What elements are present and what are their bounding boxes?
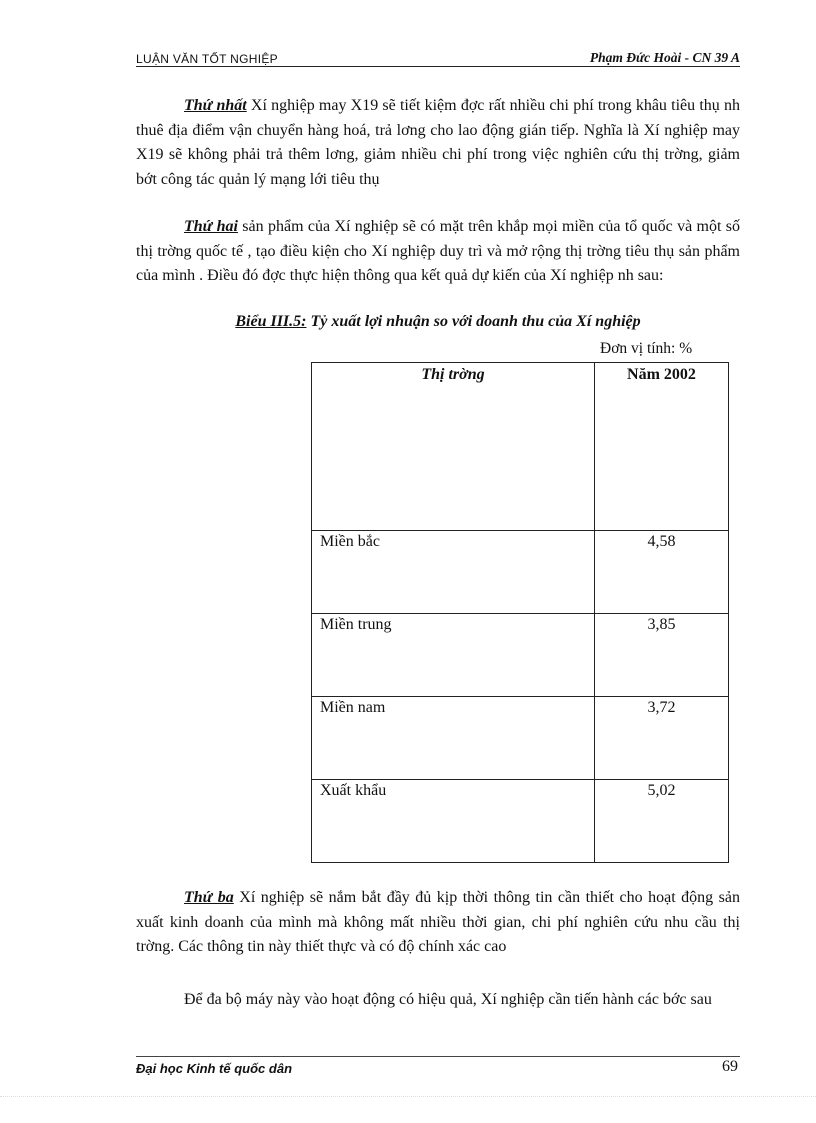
table-caption bbox=[136, 313, 740, 331]
paragraph-lead: Thứ hai bbox=[184, 218, 238, 235]
table-caption-label: Biểu III.5: bbox=[235, 313, 307, 330]
cell-value: 3,85 bbox=[595, 614, 729, 697]
cell-market: Miền bắc bbox=[312, 531, 595, 614]
page-number: 69 bbox=[722, 1058, 738, 1075]
page-footer bbox=[136, 1056, 740, 1076]
cell-value: 5,02 bbox=[595, 780, 729, 863]
cell-value: 3,72 bbox=[595, 697, 729, 780]
table-unit: Đơn vị tính: % bbox=[600, 340, 693, 357]
paragraph-2 bbox=[136, 215, 740, 289]
cell-market: Miền nam bbox=[312, 697, 595, 780]
profit-ratio-table bbox=[311, 362, 729, 863]
table-row bbox=[312, 780, 729, 863]
page-bottom-divider bbox=[0, 1096, 816, 1097]
paragraph-lead: Thứ nhất bbox=[184, 97, 247, 114]
column-header-market: Thị trờng bbox=[312, 363, 595, 531]
page-header bbox=[136, 50, 740, 67]
paragraph-text: Xí nghiệp may X19 sẽ tiết kiệm đợc rất nhiều chi phí trong khâu tiêu thụ nh thuê địa điểm vận chuyển hàng hoá, trả lơng cho lao động gián tiếp. Nghĩa là Xí nghiệp may X19 sẽ không phải trả thêm lơng, giảm nhiều chi phí trong việc nghiên cứu thị trờng, giảm bớt công tác quản lý mạng lới tiêu thụ bbox=[136, 97, 740, 188]
table-row bbox=[312, 614, 729, 697]
footer-university: Đại học Kinh tế quốc dân bbox=[136, 1061, 293, 1076]
cell-value: 4,58 bbox=[595, 531, 729, 614]
table-row bbox=[312, 697, 729, 780]
cell-market: Xuất khẩu bbox=[312, 780, 595, 863]
cell-market: Miền trung bbox=[312, 614, 595, 697]
header-author: Phạm Đức Hoài - CN 39 A bbox=[589, 50, 740, 65]
paragraph-lead: Thứ ba bbox=[184, 889, 234, 906]
header-thesis-title: LUẬN VĂN TỐT NGHIỆP bbox=[136, 52, 278, 66]
paragraph-text: sản phẩm của Xí nghiệp sẽ có mặt trên khắp mọi miền của tổ quốc và một số thị trờng quốc tế , tạo điều kiện cho Xí nghiệp duy trì và mở rộng thị trờng tiêu thụ sản phẩm của mình . Điều đó đợc thực hiện thông qua kết quả dự kiến của Xí nghiệp nh sau: bbox=[136, 218, 741, 284]
table-header-row bbox=[312, 363, 729, 531]
paragraph-text: Xí nghiệp sẽ nắm bắt đầy đủ kịp thời thông tin cần thiết cho hoạt động sản xuất kinh doanh của mình mà không mất nhiều thời gian, chi phí nghiên cứu nhu cầu thị trờng. Các thông tin này thiết thực và có độ chính xác cao bbox=[136, 889, 740, 955]
paragraph-4 bbox=[136, 988, 740, 1013]
paragraph-3 bbox=[136, 886, 740, 960]
column-header-year: Năm 2002 bbox=[595, 363, 729, 531]
table-row bbox=[312, 531, 729, 614]
table-caption-text: Tỷ xuất lợi nhuận so với doanh thu của Xí nghiệp bbox=[306, 313, 641, 330]
paragraph-text: Để đa bộ máy này vào hoạt động có hiệu quả, Xí nghiệp cần tiến hành các bớc sau bbox=[184, 991, 712, 1008]
paragraph-1 bbox=[136, 94, 740, 192]
